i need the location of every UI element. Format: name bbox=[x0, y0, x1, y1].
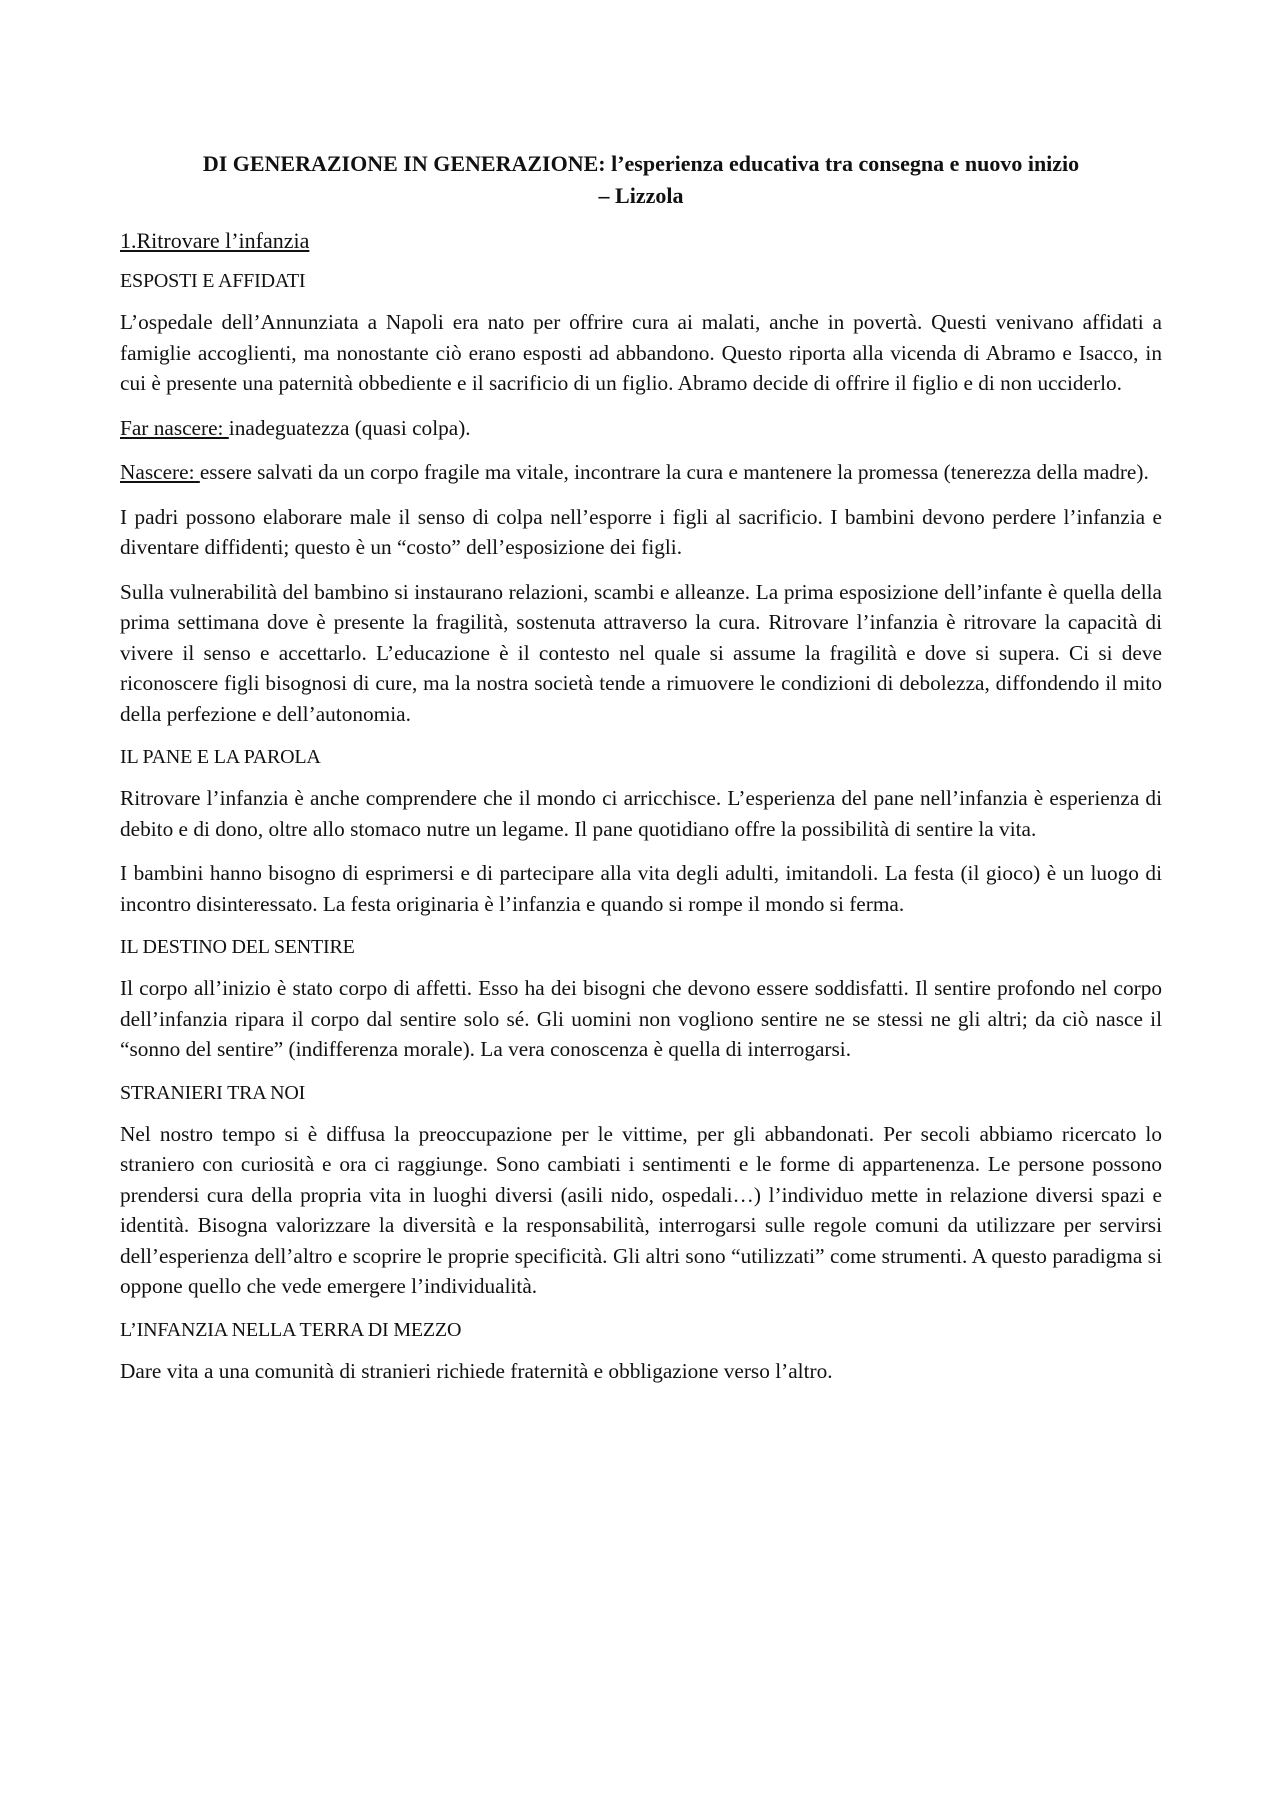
definition-text: inadeguatezza (quasi colpa). bbox=[228, 415, 471, 440]
subheading-terra: L’INFANZIA NELLA TERRA DI MEZZO bbox=[120, 1318, 462, 1341]
paragraph-2: I padri possono elaborare male il senso di colpa nell’esporre i figli al sacrificio. I bambini devono perdere l’infanzia e diventare diffidenti; questo è un “costo” dell’esposizione dei figli. bbox=[120, 504, 1162, 559]
subheading-esposti: ESPOSTI E AFFIDATI bbox=[120, 270, 306, 292]
paragraph-8: Dare vita a una comunità di stranieri richiede fraternità e obbligazione verso l’altro. bbox=[120, 1358, 833, 1383]
subheading-pane: IL PANE E LA PAROLA bbox=[120, 746, 321, 768]
paragraph-6: Il corpo all’inizio è stato corpo di affetti. Esso ha dei bisogni che devono essere soddisfatti. Il sentire profondo nel corpo dell’infanzia ripara il corpo dal sentire solo sé. Gli uomini non vogliono sentire ne se stessi ne gli altri; da ciò nasce il “sonno del sentire” (indifferenza morale). La vera conoscenza è quella di interrogarsi. bbox=[120, 976, 1162, 1061]
document-title bbox=[120, 148, 1162, 212]
paragraph-3: Sulla vulnerabilità del bambino si instaurano relazioni, scambi e alleanze. La prima esposizione dell’infante è quella della prima settimana dove è presente la fragilità, sostenuta attraverso la cura. Ritrovare l’infanzia è ritrovare la capacità di vivere il senso e accettarlo. L’educazione è il contesto nel quale si assume la fragilità e dove si supera. Ci si deve riconoscere figli bisognosi di cure, ma la nostra società tende a rimuovere le condizioni di debolezza, diffondendo il mito della perfezione e dell’autonomia. bbox=[120, 579, 1162, 726]
subheading-stranieri: STRANIERI TRA NOI bbox=[120, 1081, 306, 1104]
paragraph-1: L’ospedale dell’Annunziata a Napoli era nato per offrire cura ai malati, anche in povertà. Questi venivano affidati a famiglie accoglienti, ma nonostante ciò erano esposti ad abbandono. Questo riporta alla vicenda di Abramo e Isacco, in cui è presente una paternità obbediente e il sacrificio di un figlio. Abramo decide di offrire il figlio e di non ucciderlo. bbox=[120, 310, 1162, 395]
paragraph-7: Nel nostro tempo si è diffusa la preoccupazione per le vittime, per gli abbandonati. Per secoli abbiamo ricercato lo straniero con curiosità e ora ci raggiunge. Sono cambiati i sentimenti e le forme di appartenenza. Le persone possono prendersi cura della propria vita in luoghi diversi (asili nido, ospedali…) l’individuo mette in relazione diversi spazi e identità. Bisogna valorizzare la diversità e la responsabilità, interrogarsi sulle regole comuni da utilizzare per servirsi dell’esperienza dell’altro e scoprire le proprie specificità. Gli altri sono “utilizzati” come strumenti. A questo paradigma si oppone quello che vede emergere l’individualità. bbox=[120, 1121, 1162, 1298]
document-title-line-1: DI GENERAZIONE IN GENERAZIONE: l’esperienza educativa tra consegna e nuovo inizio bbox=[202, 151, 1080, 176]
definition-term: Far nascere: bbox=[120, 415, 229, 440]
definition-text: essere salvati da un corpo fragile ma vitale, incontrare la cura e mantenere la promessa (tenerezza della madre). bbox=[199, 460, 1149, 484]
section-heading: 1.Ritrovare l’infanzia bbox=[120, 228, 310, 253]
definition-term: Nascere: bbox=[120, 460, 200, 484]
definition-far-nascere bbox=[120, 413, 1162, 444]
paragraph-5: I bambini hanno bisogno di esprimersi e di partecipare alla vita degli adulti, imitandoli. La festa (il gioco) è un luogo di incontro disinteressato. La festa originaria è l’infanzia e quando si rompe il mondo si ferma. bbox=[120, 861, 1162, 916]
subheading-destino: IL DESTINO DEL SENTIRE bbox=[120, 936, 355, 958]
paragraph-4: Ritrovare l’infanzia è anche comprendere che il mondo ci arricchisce. L’esperienza del pane nell’infanzia è esperienza di debito e di dono, oltre allo stomaco nutre un legame. Il pane quotidiano offre la possibilità di sentire la vita. bbox=[120, 786, 1162, 841]
definition-nascere bbox=[120, 457, 1162, 488]
document-title-line-2: – Lizzola bbox=[598, 183, 684, 208]
